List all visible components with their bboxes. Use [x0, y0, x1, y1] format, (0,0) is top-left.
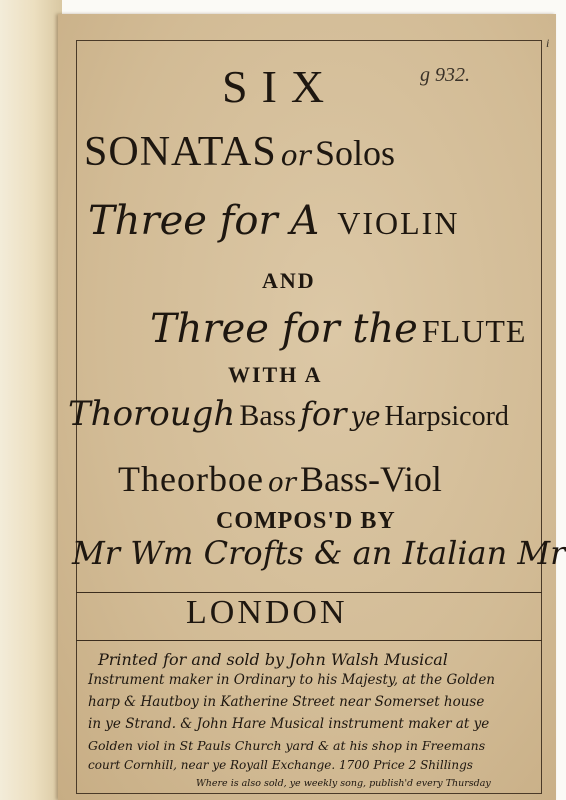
footer-note: Where is also sold, ye weekly song, publish'd every Thursday: [196, 778, 491, 789]
ye-text: ye: [350, 402, 381, 432]
shelf-mark: g 932.: [420, 64, 470, 86]
imprint-line-2: Instrument maker in Ordinary to his Majesty, at the Golden: [88, 672, 496, 688]
or-text-2: or: [267, 468, 297, 498]
title-line-harpsicord: [68, 394, 509, 434]
thorough-text: Thorough: [68, 394, 236, 434]
page-number-mark: i: [546, 36, 550, 50]
title-composers: Mr Wm Crofts & an Italian Mr: [72, 534, 566, 572]
three-for-a-text: Three for A: [88, 198, 320, 244]
title-line-sonatas: [84, 128, 395, 176]
imprint-line-1: Printed for and sold by John Walsh Musical: [98, 650, 448, 669]
title-composed-by: COMPOS'D BY: [216, 508, 396, 534]
title-with-a: WITH A: [228, 362, 323, 387]
imprint-line-5: Golden viol in St Pauls Church yard & at his shop in Freemans: [88, 738, 486, 753]
title-six: SIX: [222, 61, 339, 112]
sonatas-text: SONATAS: [84, 129, 277, 175]
flute-text: FLUTE: [421, 313, 527, 349]
imprint-line-3: harp & Hautboy in Katherine Street near Somerset house: [88, 694, 485, 710]
rule-above-london: [76, 592, 542, 593]
title-and: AND: [262, 268, 316, 293]
book-gutter: [0, 0, 62, 800]
for-text: for: [300, 395, 347, 433]
solos-text: Solos: [314, 133, 395, 173]
title-line-violin: [88, 198, 459, 244]
bass-text: Bass: [239, 399, 297, 432]
imprint-line-6: court Cornhill, near ye Royall Exchange. 1700 Price 2 Shillings: [88, 758, 473, 772]
rule-below-london: [76, 640, 542, 641]
city-london: LONDON: [186, 594, 348, 631]
or-text: or: [280, 139, 311, 172]
violin-text: VIOLIN: [337, 205, 460, 241]
imprint-line-4: in ye Strand. & John Hare Musical instrument maker at ye: [88, 716, 490, 732]
bass-viol-text: Bass-Viol: [300, 459, 442, 499]
theorboe-text: Theorboe: [118, 459, 264, 499]
title-line-theorboe: [118, 458, 442, 500]
title-line-flute: [150, 306, 526, 352]
three-for-the-text: Three for the: [150, 306, 418, 352]
harpsicord-text: Harpsicord: [384, 401, 509, 432]
